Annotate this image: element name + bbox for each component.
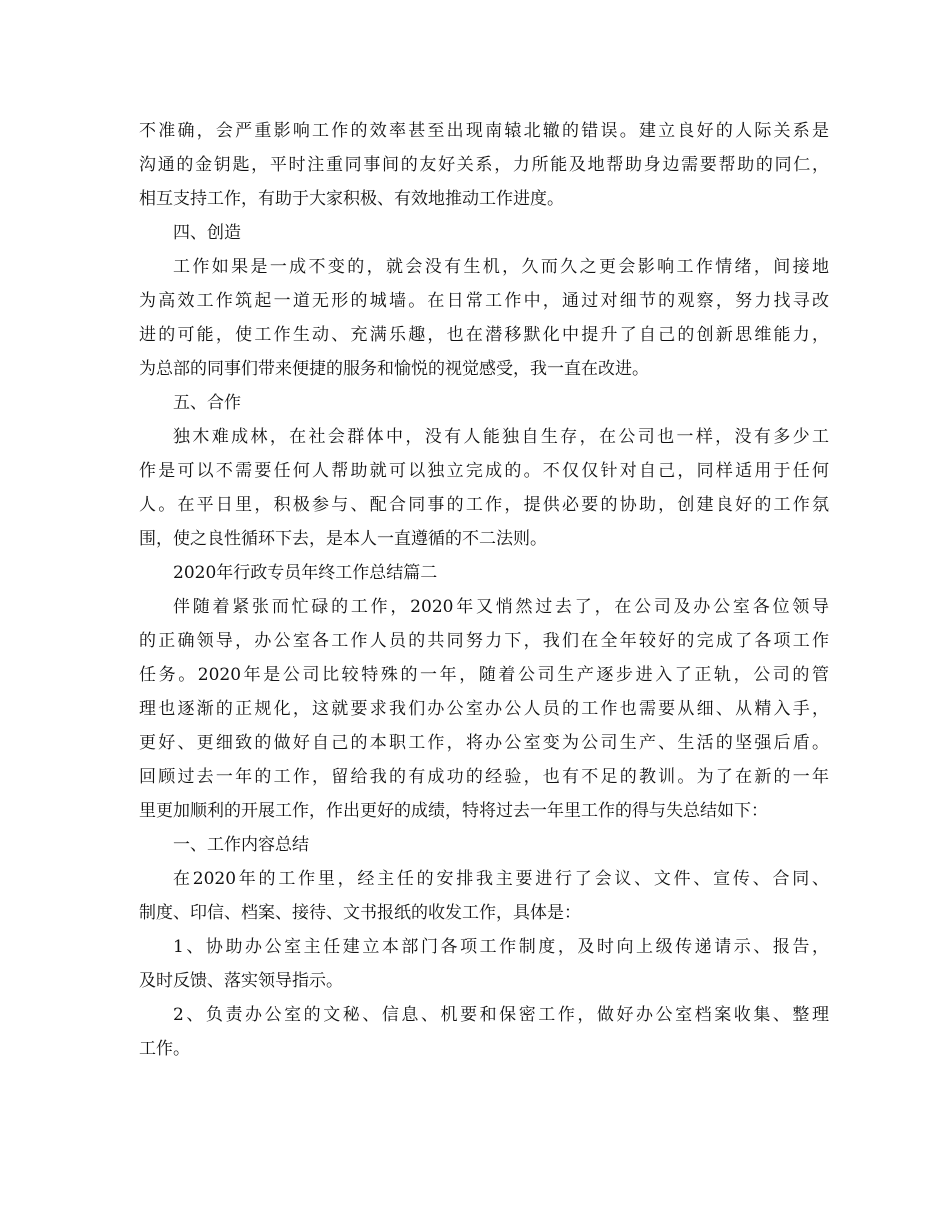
text-line: 不准确，会严重影响工作的效率甚至出现南辕北辙的错误。建立良好的人际关系是 xyxy=(139,121,829,141)
document-body xyxy=(139,114,829,1066)
text-line: 为总部的同事们带来便捷的服务和愉悦的视觉感受，我一直在改进。 xyxy=(139,359,649,379)
text-line: 及时反馈、落实领导指示。 xyxy=(139,971,343,991)
text-line: 独木难成林，在社会群体中，没有人能独自生存，在公司也一样，没有多少工 xyxy=(173,427,829,447)
text-line: 沟通的金钥匙，平时注重同事间的友好关系，力所能及地帮助身边需要帮助的同仁， xyxy=(139,155,829,175)
text-line: 2020年行政专员年终工作总结篇二 xyxy=(173,563,438,583)
text-line: 伴随着紧张而忙碌的工作，2020年又悄然过去了，在公司及办公室各位领导 xyxy=(173,597,829,617)
text-line: 里更加顺利的开展工作，作出更好的成绩，特将过去一年里工作的得与失总结如下： xyxy=(139,801,768,821)
text-line: 进的可能，使工作生动、充满乐趣，也在潜移默化中提升了自己的创新思维能力， xyxy=(139,325,829,345)
text-line: 人。在平日里，积极参与、配合同事的工作，提供必要的协助，创建良好的工作氛 xyxy=(139,495,829,515)
text-line: 的正确领导，办公室各工作人员的共同努力下，我们在全年较好的完成了各项工作 xyxy=(139,631,829,651)
text-line: 在2020年的工作里，经主任的安排我主要进行了会议、文件、宣传、合同、 xyxy=(173,869,829,889)
text-line: 相互支持工作，有助于大家积极、有效地推动工作进度。 xyxy=(139,189,564,209)
text-line: 回顾过去一年的工作，留给我的有成功的经验，也有不足的教训。为了在新的一年 xyxy=(139,767,829,787)
text-line: 1、协助办公室主任建立本部门各项工作制度，及时向上级传递请示、报告， xyxy=(173,937,829,957)
text-line: 围，使之良性循环下去，是本人一直遵循的不二法则。 xyxy=(139,529,547,549)
text-line: 作是可以不需要任何人帮助就可以独立完成的。不仅仅针对自己，同样适用于任何 xyxy=(139,461,829,481)
text-line: 理也逐渐的正规化，这就要求我们办公室办公人员的工作也需要从细、从精入手， xyxy=(139,699,829,719)
text-line: 五、合作 xyxy=(173,393,241,413)
text-line: 制度、印信、档案、接待、文书报纸的收发工作，具体是： xyxy=(139,903,581,923)
text-line: 为高效工作筑起一道无形的城墙。在日常工作中，通过对细节的观察，努力找寻改 xyxy=(139,291,829,311)
text-line: 任务。2020年是公司比较特殊的一年，随着公司生产逐步进入了正轨，公司的管 xyxy=(139,665,829,685)
text-line: 工作如果是一成不变的，就会没有生机，久而久之更会影响工作情绪，间接地 xyxy=(173,257,829,277)
text-line: 工作。 xyxy=(139,1039,190,1059)
text-line: 2、负责办公室的文秘、信息、机要和保密工作，做好办公室档案收集、整理 xyxy=(173,1005,829,1025)
text-line: 四、创造 xyxy=(173,223,241,243)
text-line: 更好、更细致的做好自己的本职工作，将办公室变为公司生产、生活的坚强后盾。 xyxy=(139,733,829,753)
text-line: 一、工作内容总结 xyxy=(173,835,309,855)
